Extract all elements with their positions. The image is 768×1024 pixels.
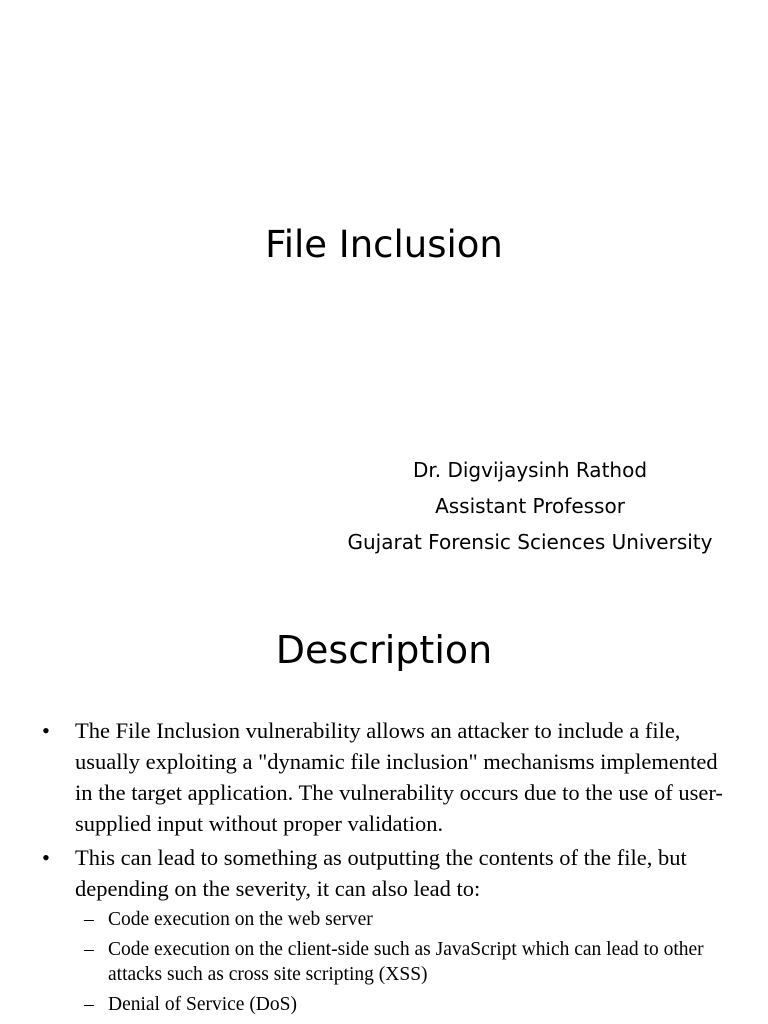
sub-bullet-item xyxy=(42,937,732,987)
bullet-marker: • xyxy=(42,718,50,743)
bullet-text: This can lead to something as outputting the contents of the file, but depending on the severity, it can also lead to: xyxy=(75,845,687,901)
slide-content xyxy=(42,715,732,1022)
sub-bullet-marker: – xyxy=(84,909,94,930)
sub-bullet-list xyxy=(42,907,732,1017)
sub-bullet-text: Code execution on the client-side such as JavaScript which can lead to other attacks such as cross site scripting (XSS) xyxy=(108,939,704,985)
sub-bullet-marker: – xyxy=(84,994,94,1015)
bullet-item xyxy=(42,715,732,839)
sub-bullet-item xyxy=(42,907,732,932)
author-affiliation: Gujarat Forensic Sciences University xyxy=(347,530,713,554)
author-position: Assistant Professor xyxy=(435,494,625,518)
description-slide xyxy=(0,576,768,1024)
sub-bullet-marker: – xyxy=(84,939,94,960)
bullet-item xyxy=(42,842,732,904)
sub-bullet-item xyxy=(42,992,732,1017)
author-block xyxy=(330,452,730,560)
presentation-title: File Inclusion xyxy=(265,223,503,266)
sub-bullet-text: Code execution on the web server xyxy=(108,909,373,930)
slide-title: Description xyxy=(275,628,493,672)
bullet-text: The File Inclusion vulnerability allows an attacker to include a file, usually exploiting a "dynamic file inclusion" mechanisms implemented in the target application. The vulnerability occurs due to the use of user-supplied input without proper validation. xyxy=(75,718,723,836)
sub-bullet-text: Denial of Service (DoS) xyxy=(108,994,297,1015)
author-name: Dr. Digvijaysinh Rathod xyxy=(412,458,648,482)
bullet-marker: • xyxy=(42,845,50,870)
